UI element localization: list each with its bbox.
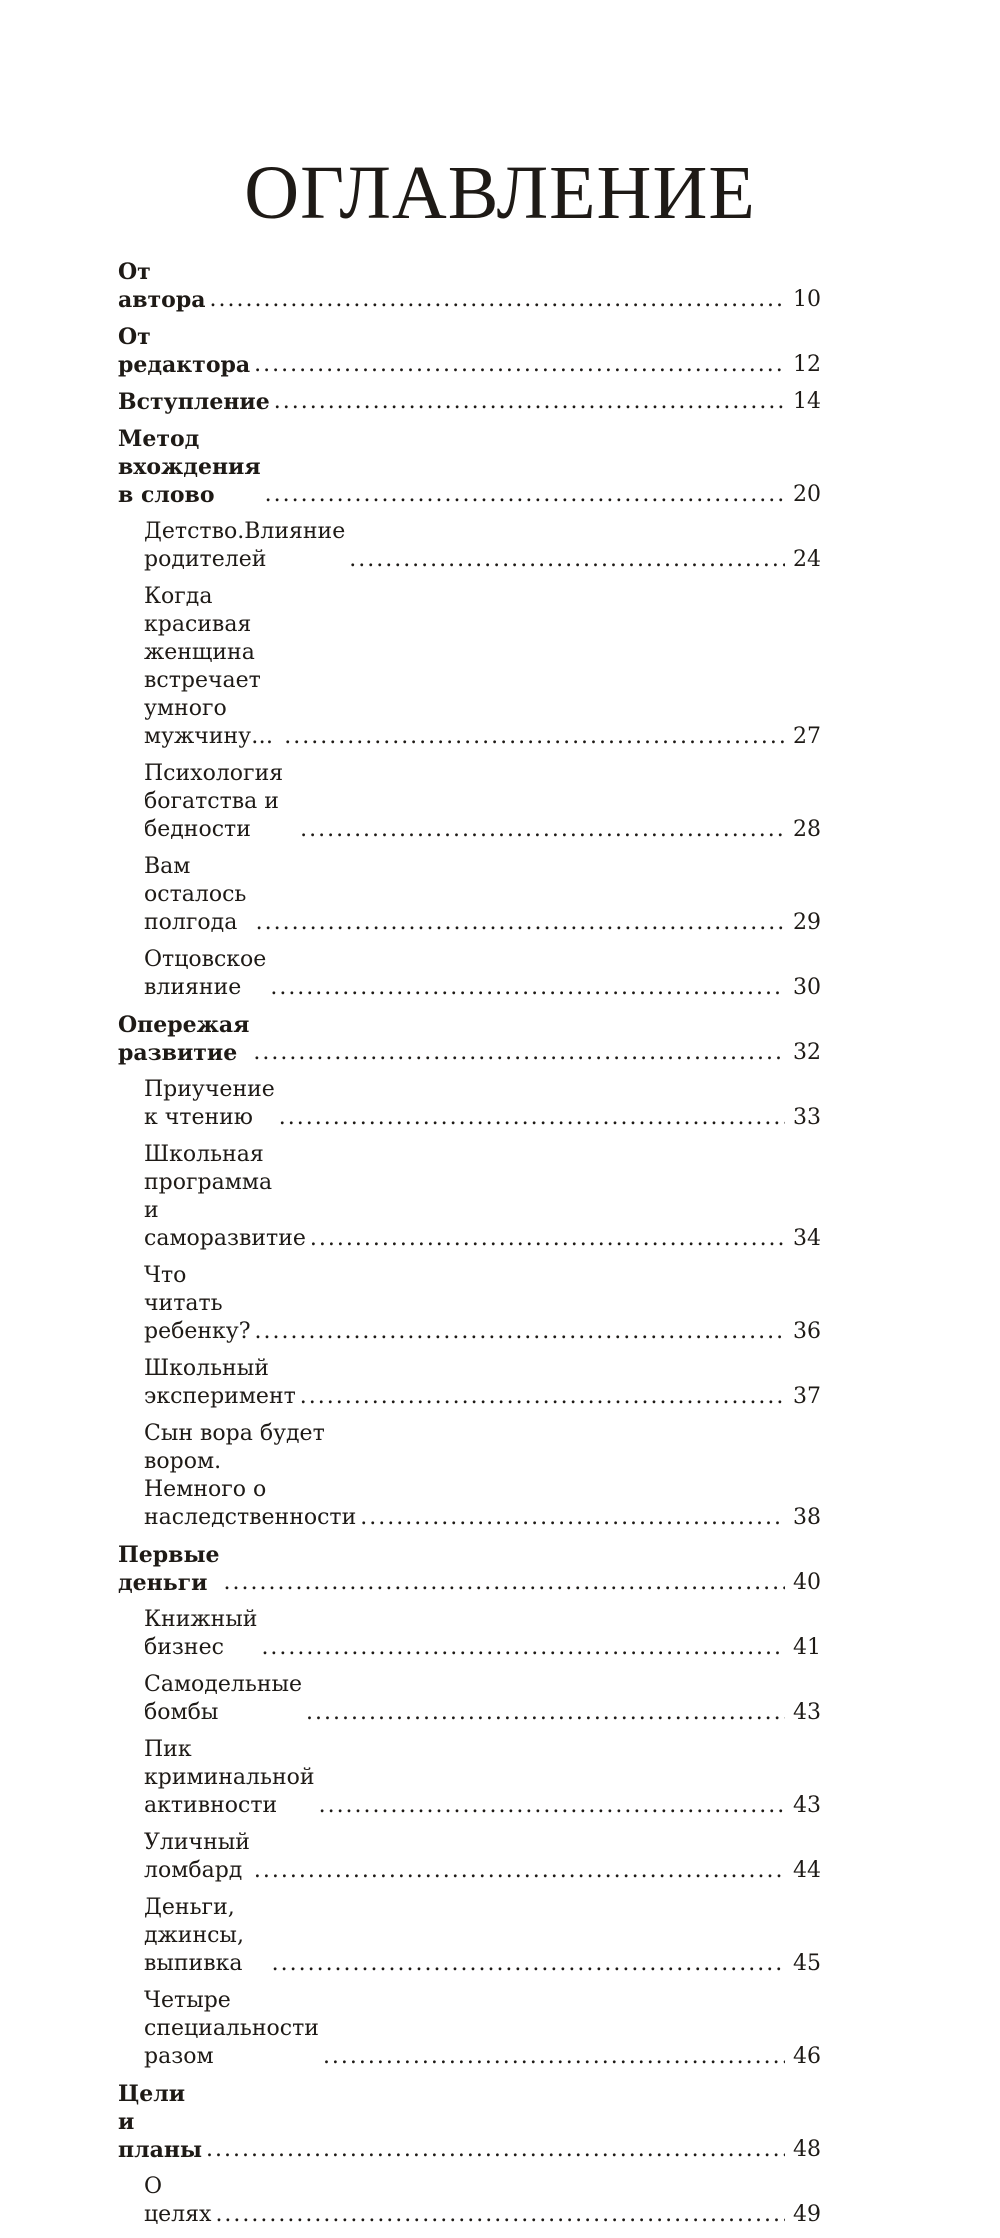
toc-page-number: 28: [793, 817, 821, 842]
toc-leader-dots: [272, 1950, 785, 1978]
toc-section-entry: [118, 946, 821, 1002]
toc-section-entry: [118, 1606, 821, 1662]
toc-chapter-entry: [118, 1541, 821, 1597]
toc-page-number: 12: [793, 352, 821, 377]
toc-entry-label: От автора: [118, 259, 206, 313]
toc-leader-dots: [224, 1569, 786, 1597]
toc-chapter-entry: [118, 2080, 821, 2164]
toc-entry-label: Приучение к чтению: [144, 1077, 275, 1130]
toc-entry-label: От редактора: [118, 324, 251, 378]
toc-leader-dots: [254, 351, 785, 379]
toc-leader-dots: [300, 816, 785, 844]
toc-page-number: 34: [793, 1226, 821, 1251]
toc-section-entry: [118, 1141, 821, 1253]
toc-leader-dots: [256, 909, 785, 937]
toc-page-number: 38: [793, 1505, 821, 1530]
toc-page-number: 40: [793, 1570, 821, 1595]
toc-section-entry: [118, 1829, 821, 1885]
toc-section-entry: [118, 1987, 821, 2071]
toc-entry-label: Деньги, джинсы, выпивка: [144, 1895, 244, 1976]
toc-leader-dots: [360, 1504, 785, 1532]
toc-page-number: 43: [793, 1793, 821, 1818]
toc-leader-dots: [215, 2201, 785, 2229]
toc-leader-dots: [349, 546, 785, 574]
toc-page-number: 29: [793, 910, 821, 935]
toc-entry-label: Опережая развитие: [118, 1012, 250, 1066]
toc-leader-dots: [310, 1225, 785, 1253]
toc-leader-dots: [274, 388, 785, 416]
toc-chapter-entry: [118, 425, 821, 509]
toc-page-number: 33: [793, 1105, 821, 1130]
toc-section-entry: [118, 1420, 821, 1532]
toc-entry-label: Сын вора будет вором. Немного о наследственности: [144, 1421, 357, 1530]
toc-page-number: 24: [793, 547, 821, 572]
toc-page-number: 37: [793, 1384, 821, 1409]
toc-leader-dots: [254, 1857, 785, 1885]
toc-leader-dots: [253, 1039, 785, 1067]
toc-entry-label: Самодельные бомбы: [144, 1672, 303, 1725]
toc-entry-label: Школьный эксперимент: [144, 1356, 296, 1409]
table-of-contents: [118, 258, 821, 2238]
toc-leader-dots: [261, 1634, 785, 1662]
toc-entry-label: Уличный ломбард: [144, 1830, 250, 1883]
toc-page-number: 36: [793, 1319, 821, 1344]
toc-leader-dots: [206, 2136, 785, 2164]
toc-leader-dots: [209, 286, 785, 314]
toc-leader-dots: [279, 1104, 785, 1132]
toc-entry-label: Первые деньги: [118, 1542, 220, 1596]
toc-leader-dots: [300, 1383, 785, 1411]
toc-page-number: 46: [793, 2044, 821, 2069]
toc-entry-label: Книжный бизнес: [144, 1607, 258, 1660]
toc-section-entry: [118, 518, 821, 574]
toc-chapter-entry: [118, 323, 821, 379]
toc-entry-label: Вступление: [118, 389, 270, 415]
toc-page-number: 27: [793, 724, 821, 749]
toc-entry-label: Что читать ребенку?: [144, 1263, 251, 1344]
toc-leader-dots: [265, 481, 785, 509]
toc-entry-label: О целях: [144, 2174, 212, 2227]
toc-page-number: 43: [793, 1700, 821, 1725]
toc-leader-dots: [306, 1699, 785, 1727]
toc-page-number: 44: [793, 1858, 821, 1883]
toc-section-entry: [118, 1076, 821, 1132]
toc-leader-dots: [270, 974, 785, 1002]
toc-entry-label: Когда красивая женщина встречает умного мужчину…: [144, 584, 274, 749]
toc-page-number: 45: [793, 1951, 821, 1976]
toc-page-number: 20: [793, 482, 821, 507]
toc-section-entry: [118, 1355, 821, 1411]
toc-page-number: 49: [793, 2202, 821, 2227]
toc-page-number: 10: [793, 287, 821, 312]
toc-chapter-entry: [118, 1011, 821, 1067]
toc-entry-label: Метод вхождения в слово: [118, 426, 261, 508]
toc-entry-label: Пик криминальной активности: [144, 1737, 315, 1818]
toc-leader-dots: [255, 1318, 785, 1346]
toc-leader-dots: [319, 1792, 785, 1820]
toc-leader-dots: [323, 2043, 785, 2071]
toc-page-number: 41: [793, 1635, 821, 1660]
toc-entry-label: Детство.Влияние родителей: [144, 519, 346, 572]
toc-section-entry: [118, 853, 821, 937]
toc-entry-label: Школьная программа и саморазвитие: [144, 1142, 306, 1251]
toc-section-entry: [118, 2173, 821, 2229]
toc-section-entry: [118, 1736, 821, 1820]
toc-section-entry: [118, 583, 821, 751]
toc-leader-dots: [284, 723, 785, 751]
toc-entry-label: Четыре специальности разом: [144, 1988, 319, 2069]
toc-chapter-entry: [118, 258, 821, 314]
toc-section-entry: [118, 1262, 821, 1346]
toc-entry-label: Цели и планы: [118, 2081, 203, 2163]
toc-page-number: 48: [793, 2137, 821, 2162]
toc-entry-label: Вам осталось полгода: [144, 854, 247, 935]
toc-page-number: 14: [793, 389, 821, 414]
toc-section-entry: [118, 1671, 821, 1727]
toc-section-entry: [118, 1894, 821, 1978]
toc-entry-label: Отцовское влияние: [144, 947, 267, 1000]
toc-entry-label: Психология богатства и бедности: [144, 761, 284, 842]
toc-page-number: 32: [793, 1040, 821, 1065]
page-title: ОГЛАВЛЕНИЕ: [244, 151, 756, 235]
toc-page-number: 30: [793, 975, 821, 1000]
toc-chapter-entry: [118, 388, 821, 416]
toc-section-entry: [118, 760, 821, 844]
